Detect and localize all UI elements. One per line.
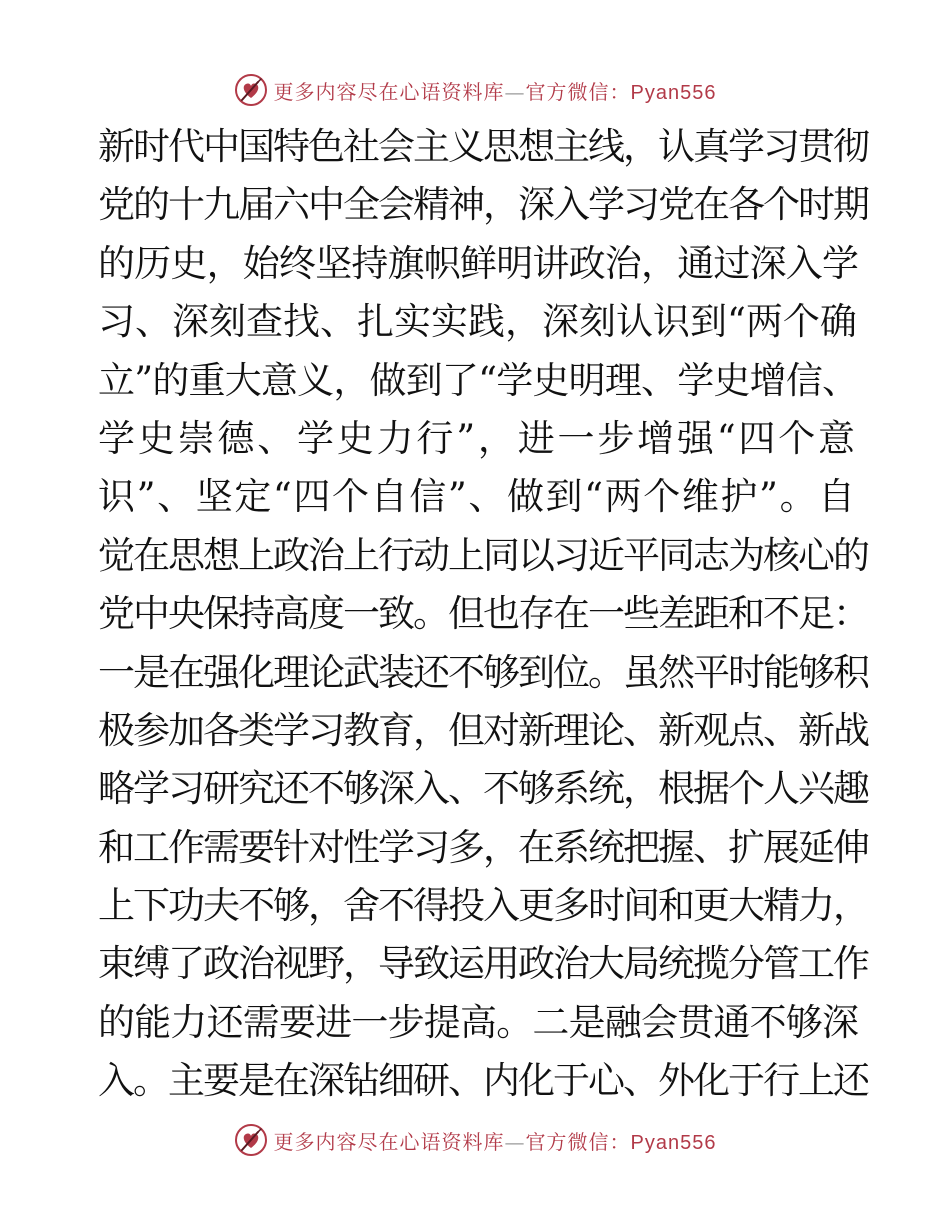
body-line: 的能力还需要进一步提高。二是融会贯通不够深 (98, 1000, 859, 1044)
document-body (98, 118, 868, 1118)
body-line: 识”、坚定“四个自信”、做到“两个维护”。自 (98, 475, 857, 519)
watermark-wechat-label: 官方微信： (525, 79, 631, 104)
body-line: 极参加各类学习教育，但对新理论、新观点、新战 (98, 708, 868, 752)
watermark-dash: — (504, 1129, 526, 1154)
body-line: 党的十九届六中全会精神，深入学习党在各个时期 (98, 183, 868, 227)
body-line: 立”的重大意义，做到了“学史明理、学史增信、 (98, 358, 859, 402)
body-line: 入。主要是在深钻细研、内化于心、外化于行上还 (98, 1059, 868, 1103)
body-line: 的历史，始终坚持旗帜鲜明讲政治，通过深入学 (98, 241, 859, 285)
watermark-dash: — (504, 79, 526, 104)
heart-pen-logo-icon (234, 1123, 268, 1157)
body-line: 学史崇德、学史力行”，进一步增强“四个意 (98, 416, 858, 460)
body-line: 习、深刻查找、扎实实践，深刻认识到“两个确 (98, 300, 857, 344)
body-line: 和工作需要针对性学习多，在系统把握、扩展延伸 (98, 825, 868, 869)
body-line: 新时代中国特色社会主义思想主线，认真学习贯彻 (98, 125, 868, 168)
body-line: 束缚了政治视野，导致运用政治大局统揽分管工作 (98, 942, 868, 986)
body-line: 一是在强化理论武装还不够到位。虽然平时能够积 (98, 650, 868, 694)
watermark-text (274, 1126, 717, 1155)
footer-watermark (0, 1120, 950, 1160)
watermark-wechat-label: 官方微信： (525, 1129, 631, 1154)
body-line: 党中央保持高度一致。但也存在一些差距和不足： (98, 592, 868, 636)
heart-pen-logo-icon (234, 73, 268, 107)
body-line: 略学习研究还不够深入、不够系统，根据个人兴趣 (98, 767, 868, 811)
body-line: 上下功夫不够，舍不得投入更多时间和更大精力， (98, 884, 868, 928)
watermark-brand: 更多内容尽在心语资料库 (273, 1129, 505, 1154)
watermark-brand: 更多内容尽在心语资料库 (273, 79, 505, 104)
header-watermark (0, 70, 950, 110)
watermark-text (274, 76, 717, 105)
watermark-wechat-id: Pyan556 (630, 81, 717, 104)
watermark-wechat-id: Pyan556 (630, 1131, 717, 1154)
body-line: 觉在思想上政治上行动上同以习近平同志为核心的 (98, 533, 868, 577)
